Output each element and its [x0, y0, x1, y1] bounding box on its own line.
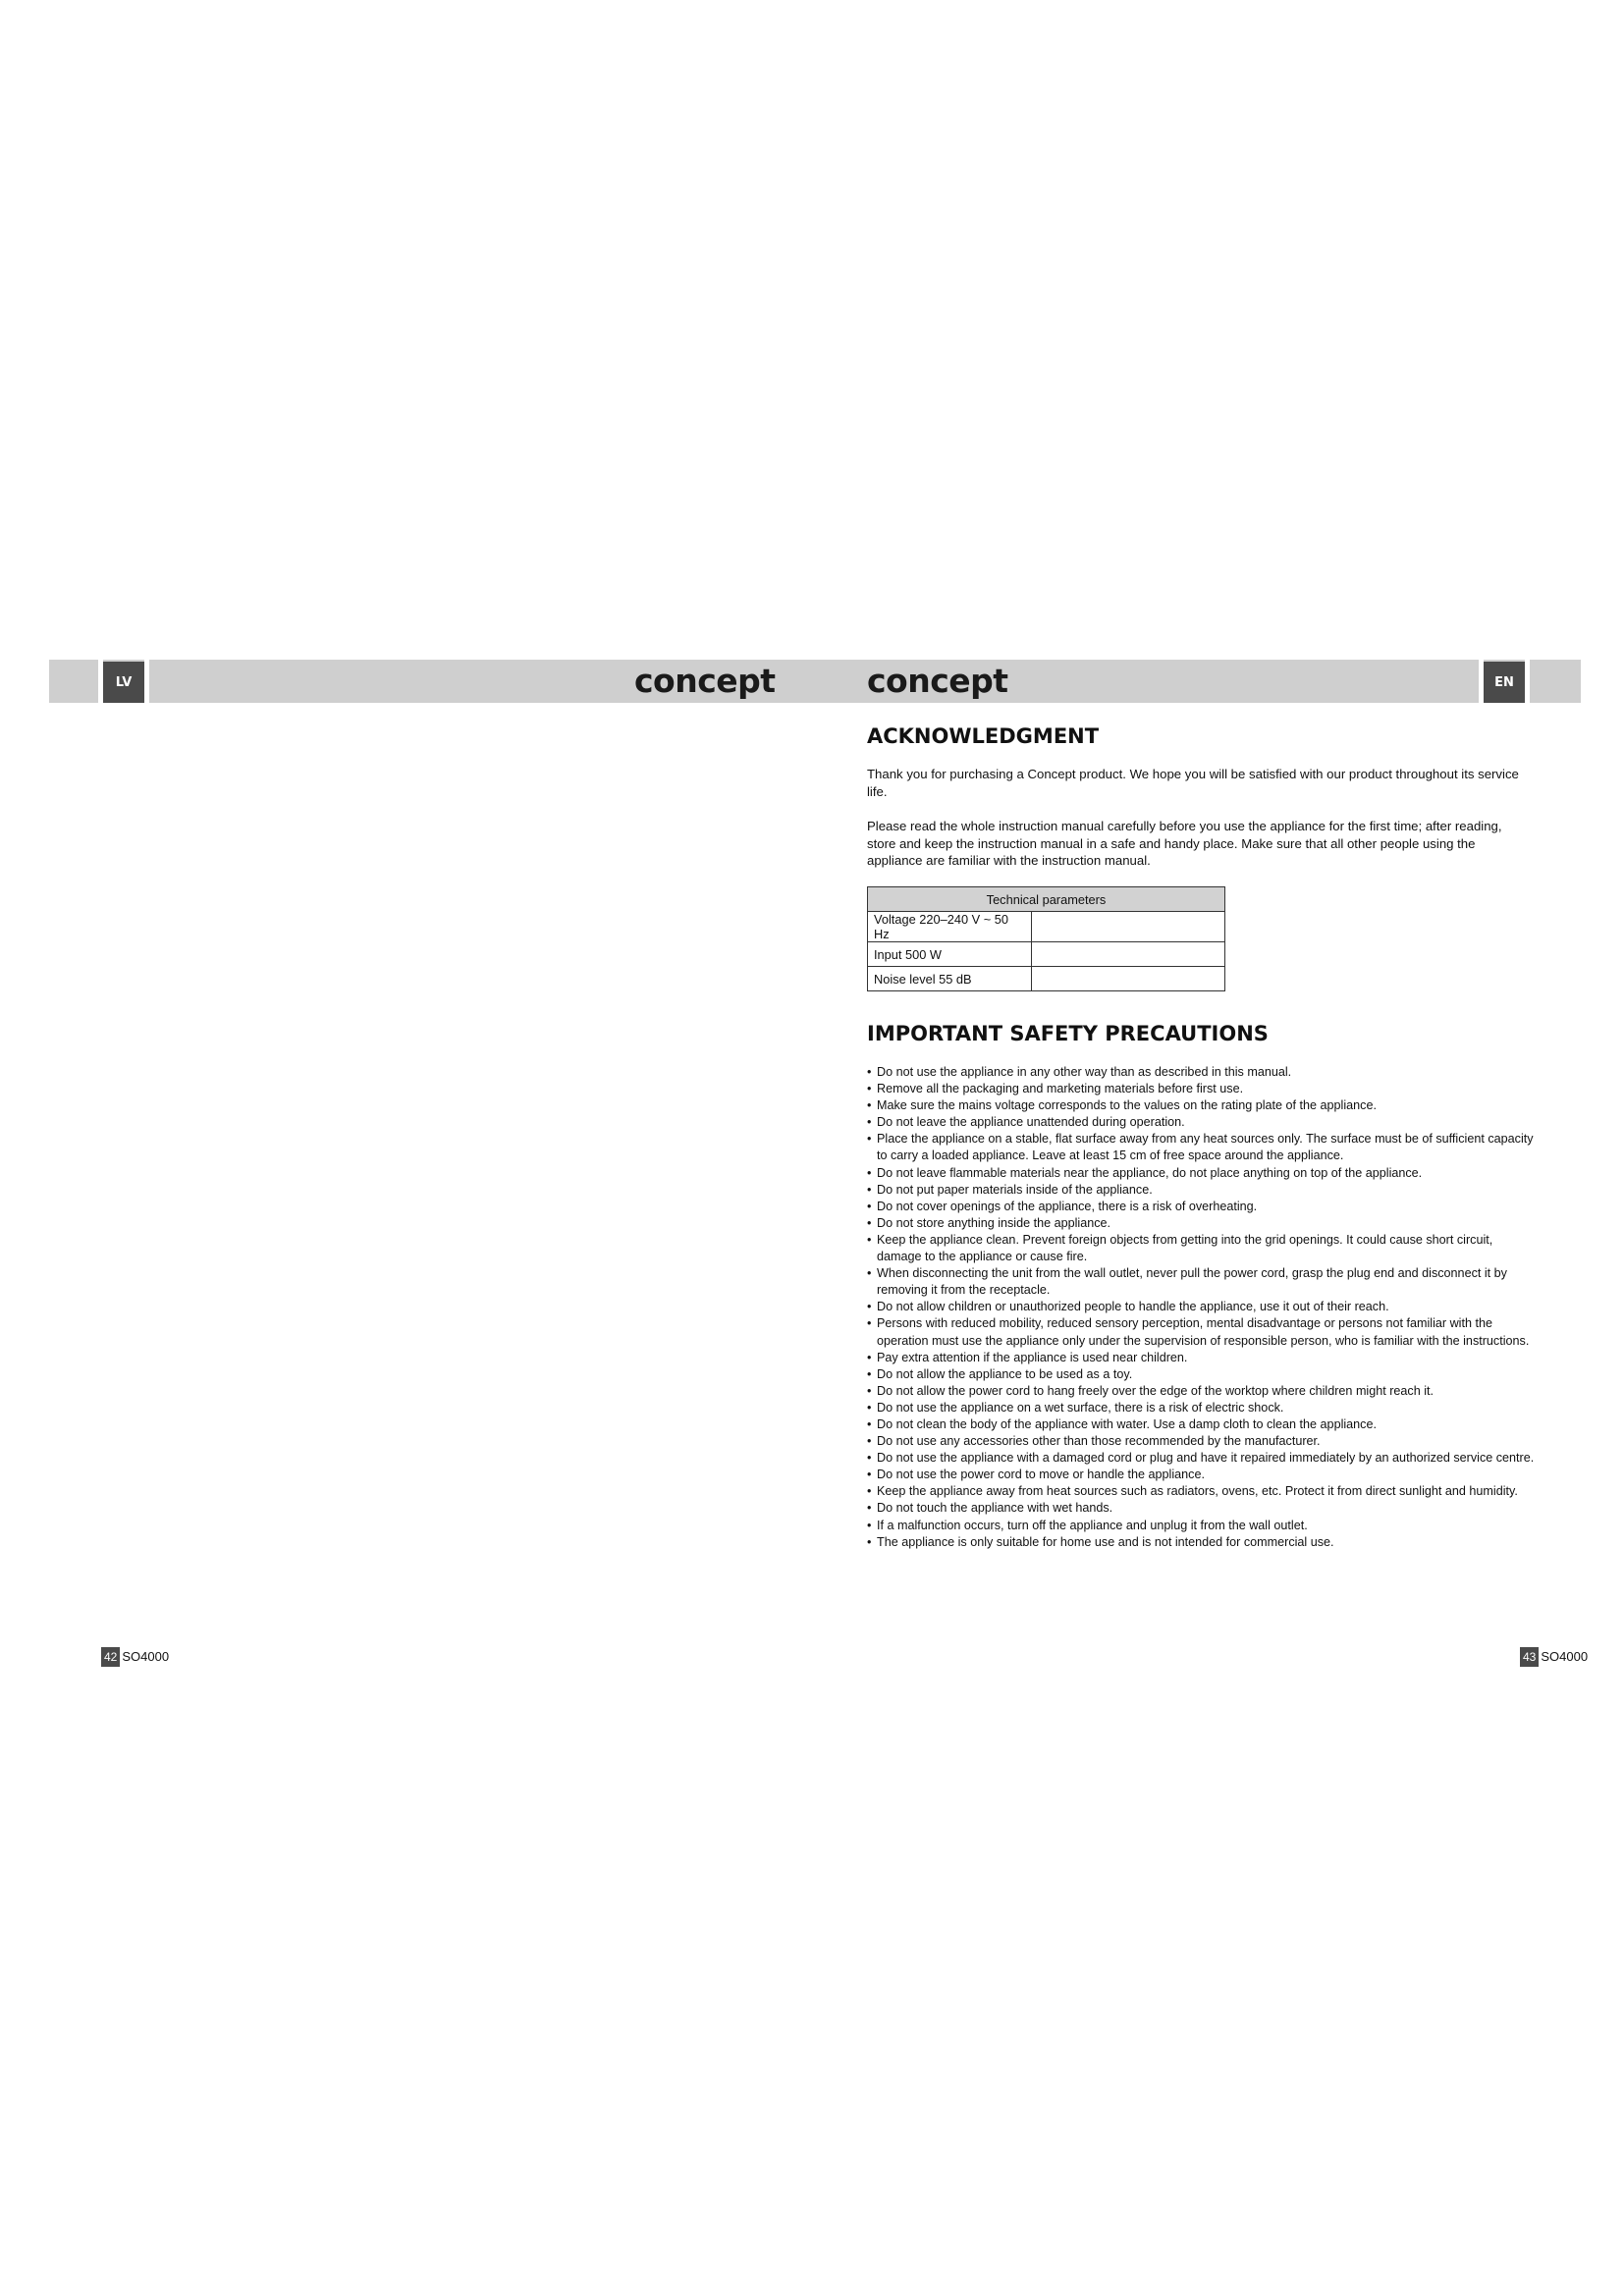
bullet-icon: • — [867, 1484, 872, 1499]
page-number: 42 — [101, 1647, 120, 1667]
bullet-icon: • — [867, 1266, 872, 1281]
safety-section — [867, 1022, 1527, 1045]
safety-item — [867, 1199, 1535, 1215]
table-cell: Noise level 55 dB — [868, 967, 1032, 991]
brand-logo-right: concept — [867, 662, 1008, 700]
header-gap — [144, 660, 149, 703]
safety-item — [867, 1265, 1535, 1299]
safety-item — [867, 1518, 1535, 1534]
model-code: SO4000 — [1541, 1649, 1589, 1664]
safety-item-text: Do not clean the body of the appliance with water. Use a damp cloth to clean the appliance. — [877, 1416, 1377, 1431]
bullet-icon: • — [867, 1199, 872, 1213]
safety-list — [867, 1064, 1535, 1551]
safety-item-text: Do not leave the appliance unattended during operation. — [877, 1115, 1185, 1130]
page-number-right — [1520, 1647, 1588, 1667]
safety-item — [867, 1433, 1535, 1450]
bullet-icon: • — [867, 1501, 872, 1516]
page-number-left — [101, 1647, 169, 1667]
safety-item-text: Do not use the appliance in any other way than as described in this manual. — [877, 1065, 1292, 1079]
table-header: Technical parameters — [868, 887, 1225, 912]
safety-item — [867, 1483, 1535, 1500]
safety-item — [867, 1383, 1535, 1400]
acknowledgment-paragraph: Please read the whole instruction manual carefully before you use the appliance for the first time; after reading, store and keep the instruction manual in a safe and handy place. Make sure that all other people using the appliance are familiar with the instruction manual. — [867, 819, 1502, 868]
bullet-icon: • — [867, 1316, 872, 1331]
bullet-icon: • — [867, 1400, 872, 1415]
lang-badge-left: LV — [103, 662, 144, 703]
lang-badge-right: EN — [1484, 662, 1525, 703]
table-cell: Voltage 220–240 V ~ 50 Hz — [868, 912, 1032, 942]
safety-item — [867, 1097, 1535, 1114]
table-row — [868, 967, 1225, 991]
safety-item — [867, 1450, 1535, 1467]
safety-item-text: Do not put paper materials inside of the appliance. — [877, 1182, 1153, 1197]
bullet-icon: • — [867, 1132, 872, 1147]
table-cell-empty — [1032, 967, 1225, 991]
brand-logo-left: concept — [634, 662, 776, 700]
safety-item — [867, 1400, 1535, 1416]
safety-item — [867, 1182, 1535, 1199]
bullet-icon: • — [867, 1366, 872, 1381]
safety-item — [867, 1232, 1535, 1265]
safety-item-text: Do not use the appliance on a wet surface, there is a risk of electric shock. — [877, 1400, 1284, 1415]
bullet-icon: • — [867, 1098, 872, 1113]
safety-item — [867, 1500, 1535, 1517]
safety-item-text: Do not leave flammable materials near the appliance, do not place anything on top of the appliance. — [877, 1165, 1423, 1180]
safety-item-text: Do not use the power cord to move or handle the appliance. — [877, 1468, 1205, 1482]
safety-item-text: Do not cover openings of the appliance, there is a risk of overheating. — [877, 1199, 1258, 1213]
acknowledgment-paragraph: Thank you for purchasing a Concept product. We hope you will be satisfied with our product throughout its service life. — [867, 767, 1519, 799]
safety-item-text: Place the appliance on a stable, flat surface away from any heat sources only. The surface must be of sufficient capacity to carry a loaded appliance. Leave at least 15 cm of free space around the appliance. — [877, 1132, 1534, 1163]
acknowledgment-heading: ACKNOWLEDGMENT — [867, 724, 1100, 748]
table-row — [868, 912, 1225, 942]
acknowledgment-section — [867, 724, 1527, 748]
safety-item-text: Do not allow children or unauthorized people to handle the appliance, use it out of their reach. — [877, 1300, 1389, 1314]
safety-item-text: Keep the appliance clean. Prevent foreign objects from getting into the grid openings. It could cause short circuit, damage to the appliance or cause fire. — [877, 1232, 1493, 1264]
safety-item-text: Do not use the appliance with a damaged cord or plug and have it repaired immediately by an authorized service centre. — [877, 1451, 1535, 1466]
bullet-icon: • — [867, 1534, 872, 1549]
safety-item — [867, 1165, 1535, 1182]
safety-item — [867, 1299, 1535, 1315]
safety-item-text: Do not allow the appliance to be used as a toy. — [877, 1366, 1133, 1381]
header-bar — [49, 660, 1581, 703]
bullet-icon: • — [867, 1434, 872, 1449]
safety-item-text: Remove all the packaging and marketing materials before first use. — [877, 1082, 1244, 1096]
safety-item — [867, 1215, 1535, 1232]
safety-item-text: Pay extra attention if the appliance is used near children. — [877, 1350, 1188, 1364]
bullet-icon: • — [867, 1518, 872, 1532]
bullet-icon: • — [867, 1215, 872, 1230]
safety-item — [867, 1416, 1535, 1433]
safety-item-text: Do not touch the appliance with wet hands. — [877, 1501, 1113, 1516]
bullet-icon: • — [867, 1416, 872, 1431]
acknowledgment-para-1-wrap — [867, 766, 1527, 800]
table-cell-empty — [1032, 942, 1225, 967]
safety-item-text: Do not store anything inside the appliance. — [877, 1215, 1111, 1230]
bullet-icon: • — [867, 1468, 872, 1482]
safety-item-text: The appliance is only suitable for home use and is not intended for commercial use. — [877, 1534, 1334, 1549]
safety-item — [867, 1131, 1535, 1164]
safety-heading: IMPORTANT SAFETY PRECAUTIONS — [867, 1022, 1269, 1045]
safety-item — [867, 1315, 1535, 1349]
safety-item-text: Do not use any accessories other than those recommended by the manufacturer. — [877, 1434, 1321, 1449]
technical-parameters-table — [867, 886, 1225, 991]
safety-item-text: Keep the appliance away from heat sources such as radiators, ovens, etc. Protect it from direct sunlight and humidity. — [877, 1484, 1518, 1499]
safety-item — [867, 1064, 1535, 1081]
safety-item — [867, 1534, 1535, 1551]
bullet-icon: • — [867, 1350, 872, 1364]
model-code: SO4000 — [122, 1649, 170, 1664]
safety-item — [867, 1114, 1535, 1131]
safety-item-text: When disconnecting the unit from the wall outlet, never pull the power cord, grasp the plug end and disconnect it by removing it from the receptacle. — [877, 1266, 1507, 1298]
safety-item-text: Do not allow the power cord to hang freely over the edge of the worktop where children might reach it. — [877, 1383, 1435, 1398]
table-row — [868, 942, 1225, 967]
table-cell: Input 500 W — [868, 942, 1032, 967]
bullet-icon: • — [867, 1232, 872, 1247]
header-gap — [1525, 660, 1530, 703]
safety-item-text: If a malfunction occurs, turn off the appliance and unplug it from the wall outlet. — [877, 1518, 1308, 1532]
safety-item-text: Persons with reduced mobility, reduced sensory perception, mental disadvantage or persons not familiar with the operation must use the appliance only under the supervision of responsible person, who is familiar with the instructions. — [877, 1316, 1530, 1348]
page-number: 43 — [1520, 1647, 1539, 1667]
safety-item — [867, 1081, 1535, 1097]
safety-item — [867, 1467, 1535, 1483]
table-cell-empty — [1032, 912, 1225, 942]
bullet-icon: • — [867, 1065, 872, 1079]
safety-item — [867, 1350, 1535, 1366]
safety-item — [867, 1366, 1535, 1383]
bullet-icon: • — [867, 1165, 872, 1180]
bullet-icon: • — [867, 1383, 872, 1398]
bullet-icon: • — [867, 1451, 872, 1466]
bullet-icon: • — [867, 1115, 872, 1130]
safety-item-text: Make sure the mains voltage corresponds to the values on the rating plate of the appliance. — [877, 1098, 1377, 1113]
bullet-icon: • — [867, 1182, 872, 1197]
bullet-icon: • — [867, 1082, 872, 1096]
acknowledgment-para-2-wrap — [867, 818, 1527, 870]
bullet-icon: • — [867, 1300, 872, 1314]
